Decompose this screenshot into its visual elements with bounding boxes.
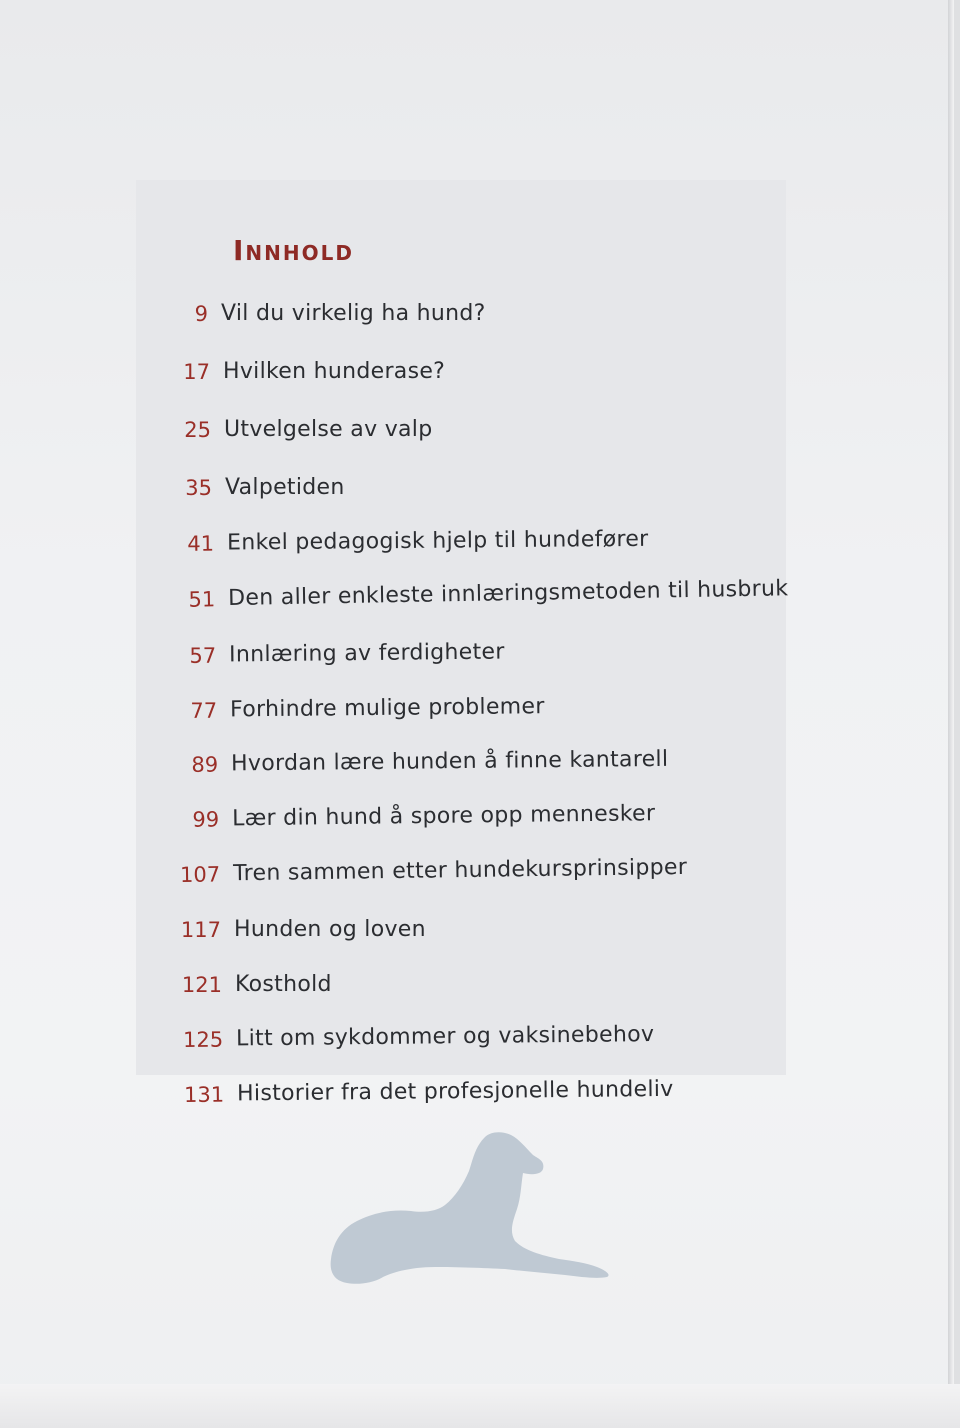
toc-page-number: 25	[184, 418, 211, 442]
toc-chapter-title: Hvordan lære hunden å finne kantarell	[230, 746, 669, 777]
toc-chapter-title: Utvelgelse av valp	[224, 417, 433, 442]
toc-chapter-title: Tren sammen etter hundekursprinsipper	[232, 854, 688, 887]
page-edge	[948, 0, 954, 1428]
toc-chapter-title: Enkel pedagogisk hjelp til hundefører	[226, 526, 649, 556]
toc-chapter-title: Hvilken hunderase?	[223, 359, 446, 384]
toc-chapter-title: Historier fra det profesjonelle hundeliv	[236, 1076, 674, 1107]
toc-chapter-title: Innlæring av ferdigheter	[228, 639, 505, 668]
toc-page-number: 131	[183, 1082, 225, 1107]
toc-page-number: 107	[179, 862, 221, 887]
toc-chapter-title: Lær din hund å spore opp mennesker	[231, 801, 656, 832]
toc-chapter-title: Forhindre mulige problemer	[229, 694, 545, 723]
toc-chapter-title: Valpetiden	[225, 475, 345, 500]
toc-page-number: 125	[182, 1027, 224, 1052]
toc-page-number: 41	[187, 531, 215, 556]
toc-page-number: 9	[194, 302, 208, 326]
toc-page-number: 17	[183, 360, 210, 384]
toc-page-number: 89	[191, 752, 219, 777]
toc-title: Innhold	[233, 234, 354, 267]
toc-page-number: 51	[188, 587, 216, 612]
toc-page-number: 117	[180, 918, 221, 942]
page-bottom-edge	[0, 1384, 960, 1428]
lying-dog-silhouette-icon	[325, 1125, 620, 1290]
toc-page-number: 35	[185, 476, 212, 500]
toc-chapter-title: Litt om sykdommer og vaksinebehov	[235, 1022, 655, 1052]
toc-page-number: 57	[189, 643, 217, 668]
toc-chapter-title: Kosthold	[235, 972, 332, 997]
dog-silhouette-shape	[331, 1132, 609, 1284]
toc-page-number: 121	[181, 973, 222, 997]
toc-chapter-title: Hunden og loven	[234, 917, 426, 942]
toc-page-number: 99	[192, 807, 220, 832]
toc-chapter-title: Vil du virkelig ha hund?	[221, 301, 486, 326]
toc-page-number: 77	[190, 698, 218, 723]
toc-chapter-title: Den aller enkleste innlæringsmetoden til husbruk	[227, 576, 789, 612]
